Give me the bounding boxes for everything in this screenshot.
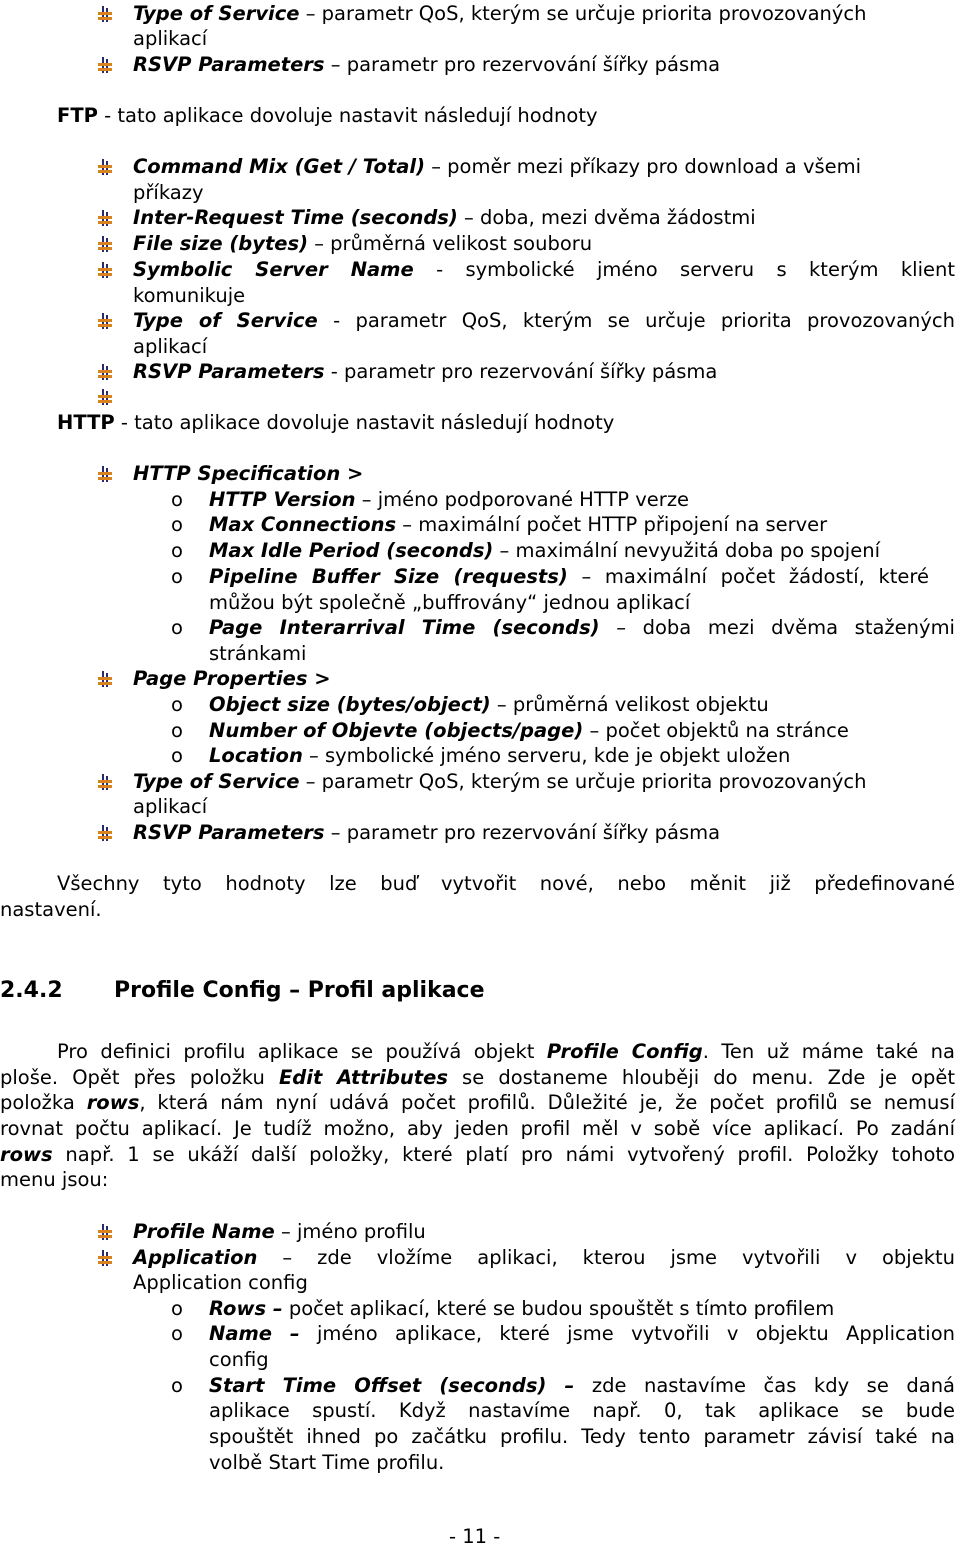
bullet-icon [98,57,112,73]
o-bullet: o [171,1297,183,1320]
bullet-icon [98,313,112,329]
list-item: Inter-Request Time (seconds) – doba, mezi dvěma žádostmi [133,206,756,229]
list-item: Profile Name – jméno profilu [133,1220,426,1243]
paragraph-line: Pro definici profilu aplikace se používá objekt Profile Config. Ten už máme také na [57,1040,955,1063]
list-item: Object size (bytes/object) – průměrná velikost objektu [209,693,769,716]
bullet-icon [98,1250,112,1266]
http-heading: HTTP - tato aplikace dovoluje nastavit následují hodnoty [57,411,615,434]
list-item: Max Idle Period (seconds) – maximální nevyužitá doba po spojení [209,539,880,562]
list-item-cont: můžou být společně „buffrovány“ jednou aplikací [209,591,691,614]
o-bullet: o [171,744,183,767]
bullet-icon [98,1224,112,1240]
list-item: RSVP Parameters – parametr pro rezervování šířky pásma [133,821,721,844]
list-item-cont: config [209,1348,269,1371]
bullet-icon [98,774,112,790]
paragraph-line: menu jsou: [0,1168,109,1191]
list-item: Pipeline Buffer Size (requests) – maximální počet žádostí, které [209,565,930,588]
list-item: Application – zde vložíme aplikaci, kterou jsme vytvořili v objektu [133,1246,956,1269]
page-number: - 11 - [449,1525,501,1548]
bullet-icon [98,466,112,482]
o-bullet: o [171,719,183,742]
list-item: Page Interarrival Time (seconds) – doba mezi dvěma staženými [209,616,955,639]
list-item-cont: aplikace spustí. Když nastavíme např. 0, tak aplikace se bude [209,1399,955,1422]
paragraph-line: Všechny tyto hodnoty lze buď vytvořit nové, nebo měnit již předefinované [57,872,955,895]
bullet-icon [98,262,112,278]
http-spec-label: HTTP Specification > [133,462,364,485]
bullet-icon [98,6,112,22]
list-item-cont: aplikací [133,27,208,50]
list-item-cont: aplikací [133,795,208,818]
list-item: Number of Objevte (objects/page) – počet objektů na stránce [209,719,849,742]
list-item-cont: aplikací [133,335,208,358]
list-item: Type of Service – parametr QoS, kterým se určuje priorita provozovaných [133,770,867,793]
list-item: File size (bytes) – průměrná velikost souboru [133,232,593,255]
section-number: 2.4.2 [0,978,63,1003]
list-item-cont: stránkami [209,642,307,665]
o-bullet: o [171,539,183,562]
list-item-cont: spouštět ihned po začátku profilu. Tedy tento parametr závisí také na [209,1425,955,1448]
list-item: Type of Service – parametr QoS, kterým se určuje priorita provozovaných [133,2,867,25]
bullet-icon [98,364,112,380]
list-item: Command Mix (Get / Total) – poměr mezi příkazy pro download a všemi [133,155,862,178]
o-bullet: o [171,488,183,511]
o-bullet: o [171,616,183,639]
paragraph-line: ploše. Opět přes položku Edit Attributes se dostaneme hlouběji do menu. Zde je opět [0,1066,956,1089]
list-item: Location – symbolické jméno serveru, kde je objekt uložen [209,744,791,767]
paragraph-line: rows např. 1 se ukáží další položky, které platí pro námi vytvořený profil. Položky tohoto [0,1143,955,1166]
section-title: Profile Config – Profil aplikace [114,978,485,1003]
o-bullet: o [171,1322,183,1345]
list-item-cont: příkazy [133,181,204,204]
page-props-label: Page Properties > [133,667,331,690]
list-item: Max Connections – maximální počet HTTP připojení na server [209,513,828,536]
bullet-icon [98,389,112,405]
list-item: RSVP Parameters – parametr pro rezervování šířky pásma [133,53,721,76]
paragraph-line: položka rows, která nám nyní udává počet profilů. Důležité je, že počet profilů se nemusí [0,1091,955,1114]
o-bullet: o [171,693,183,716]
bullet-icon [98,825,112,841]
bullet-icon [98,671,112,687]
list-item: Start Time Offset (seconds) – zde nastavíme čas kdy se daná [209,1374,956,1397]
list-item: Symbolic Server Name - symbolické jméno serveru s kterým klient [133,258,955,281]
list-item: Type of Service - parametr QoS, kterým se určuje priorita provozovaných [133,309,956,332]
paragraph-line: nastavení. [0,898,102,921]
paragraph-line: rovnat počtu aplikací. Je tudíž možno, aby jeden profil měl v sobě více aplikací. Po zadání [0,1117,955,1140]
o-bullet: o [171,1374,183,1397]
list-item: Rows – počet aplikací, které se budou spouštět s tímto profilem [209,1297,835,1320]
bullet-icon [98,210,112,226]
bullet-icon [98,236,112,252]
list-item-cont: Application config [133,1271,308,1294]
list-item: RSVP Parameters - parametr pro rezervování šířky pásma [133,360,718,383]
list-item: Name – jméno aplikace, které jsme vytvořili v objektu Application [209,1322,956,1345]
ftp-heading: FTP - tato aplikace dovoluje nastavit následují hodnoty [57,104,598,127]
list-item-cont: komunikuje [133,284,246,307]
o-bullet: o [171,513,183,536]
o-bullet: o [171,565,183,588]
bullet-icon [98,159,112,175]
list-item-cont: volbě Start Time profilu. [209,1451,445,1474]
list-item: HTTP Version – jméno podporované HTTP verze [209,488,690,511]
